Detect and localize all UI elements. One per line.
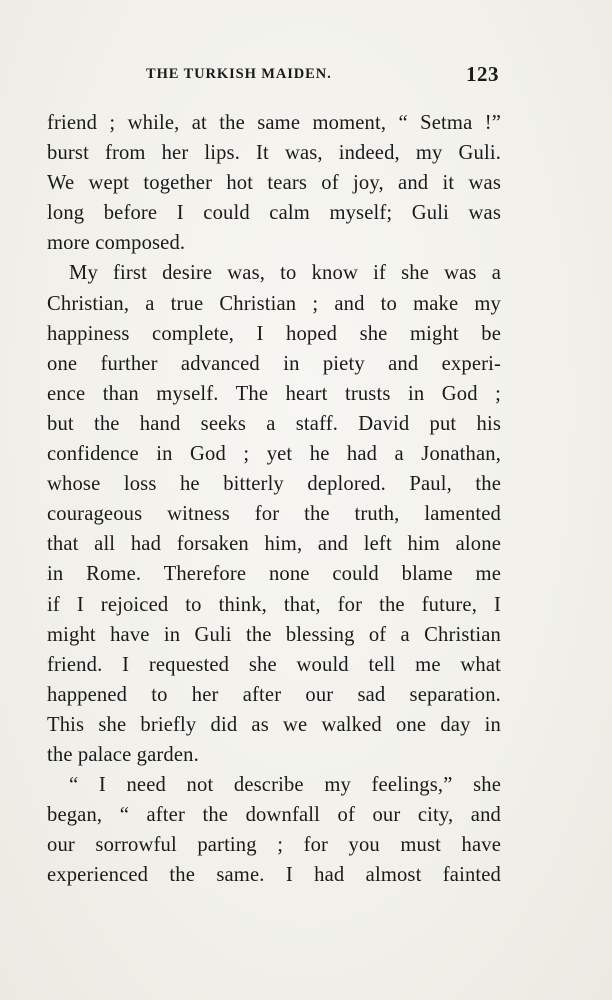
body-text <box>47 108 501 890</box>
text-line: whose loss he bitterly deplored. Paul, the <box>47 473 501 496</box>
text-line: that all had forsaken him, and left him alone <box>47 533 501 556</box>
text-line: “ I need not describe my feelings,” she <box>69 774 501 797</box>
text-line: confidence in God ; yet he had a Jonathan, <box>47 443 501 466</box>
text-line: long before I could calm myself; Guli was <box>47 202 501 225</box>
text-line: experienced the same. I had almost fainted <box>47 864 501 887</box>
text-line: We wept together hot tears of joy, and it was <box>47 172 501 195</box>
text-line: friend ; while, at the same moment, “ Setma !” <box>47 112 501 134</box>
running-title: THE TURKISH MAIDEN. <box>146 66 332 82</box>
text-line: the palace garden. <box>47 743 199 766</box>
text-line: our sorrowful parting ; for you must have <box>47 834 501 857</box>
text-line: happened to her after our sad separation. <box>47 683 501 706</box>
text-line: My first desire was, to know if she was a <box>69 262 501 285</box>
text-line: burst from her lips. It was, indeed, my Guli. <box>47 142 501 165</box>
text-line: one further advanced in piety and experi- <box>47 352 501 375</box>
text-line: This she briefly did as we walked one day in <box>47 713 501 736</box>
page-number: 123 <box>466 62 499 86</box>
text-line: but the hand seeks a staff. David put his <box>47 412 501 435</box>
text-line: courageous witness for the truth, lamented <box>47 503 501 526</box>
text-line: in Rome. Therefore none could blame me <box>47 563 501 586</box>
text-line: ence than myself. The heart trusts in God ; <box>47 382 501 405</box>
text-line: friend. I requested she would tell me what <box>47 653 501 676</box>
text-line: happiness complete, I hoped she might be <box>47 322 501 345</box>
text-line: began, “ after the downfall of our city, and <box>47 804 501 827</box>
text-line: Christian, a true Christian ; and to make my <box>47 292 501 315</box>
text-line: might have in Guli the blessing of a Christian <box>47 623 501 646</box>
page-header <box>47 62 499 88</box>
text-line: more composed. <box>47 232 186 255</box>
text-line: if I rejoiced to think, that, for the future, I <box>47 593 501 616</box>
